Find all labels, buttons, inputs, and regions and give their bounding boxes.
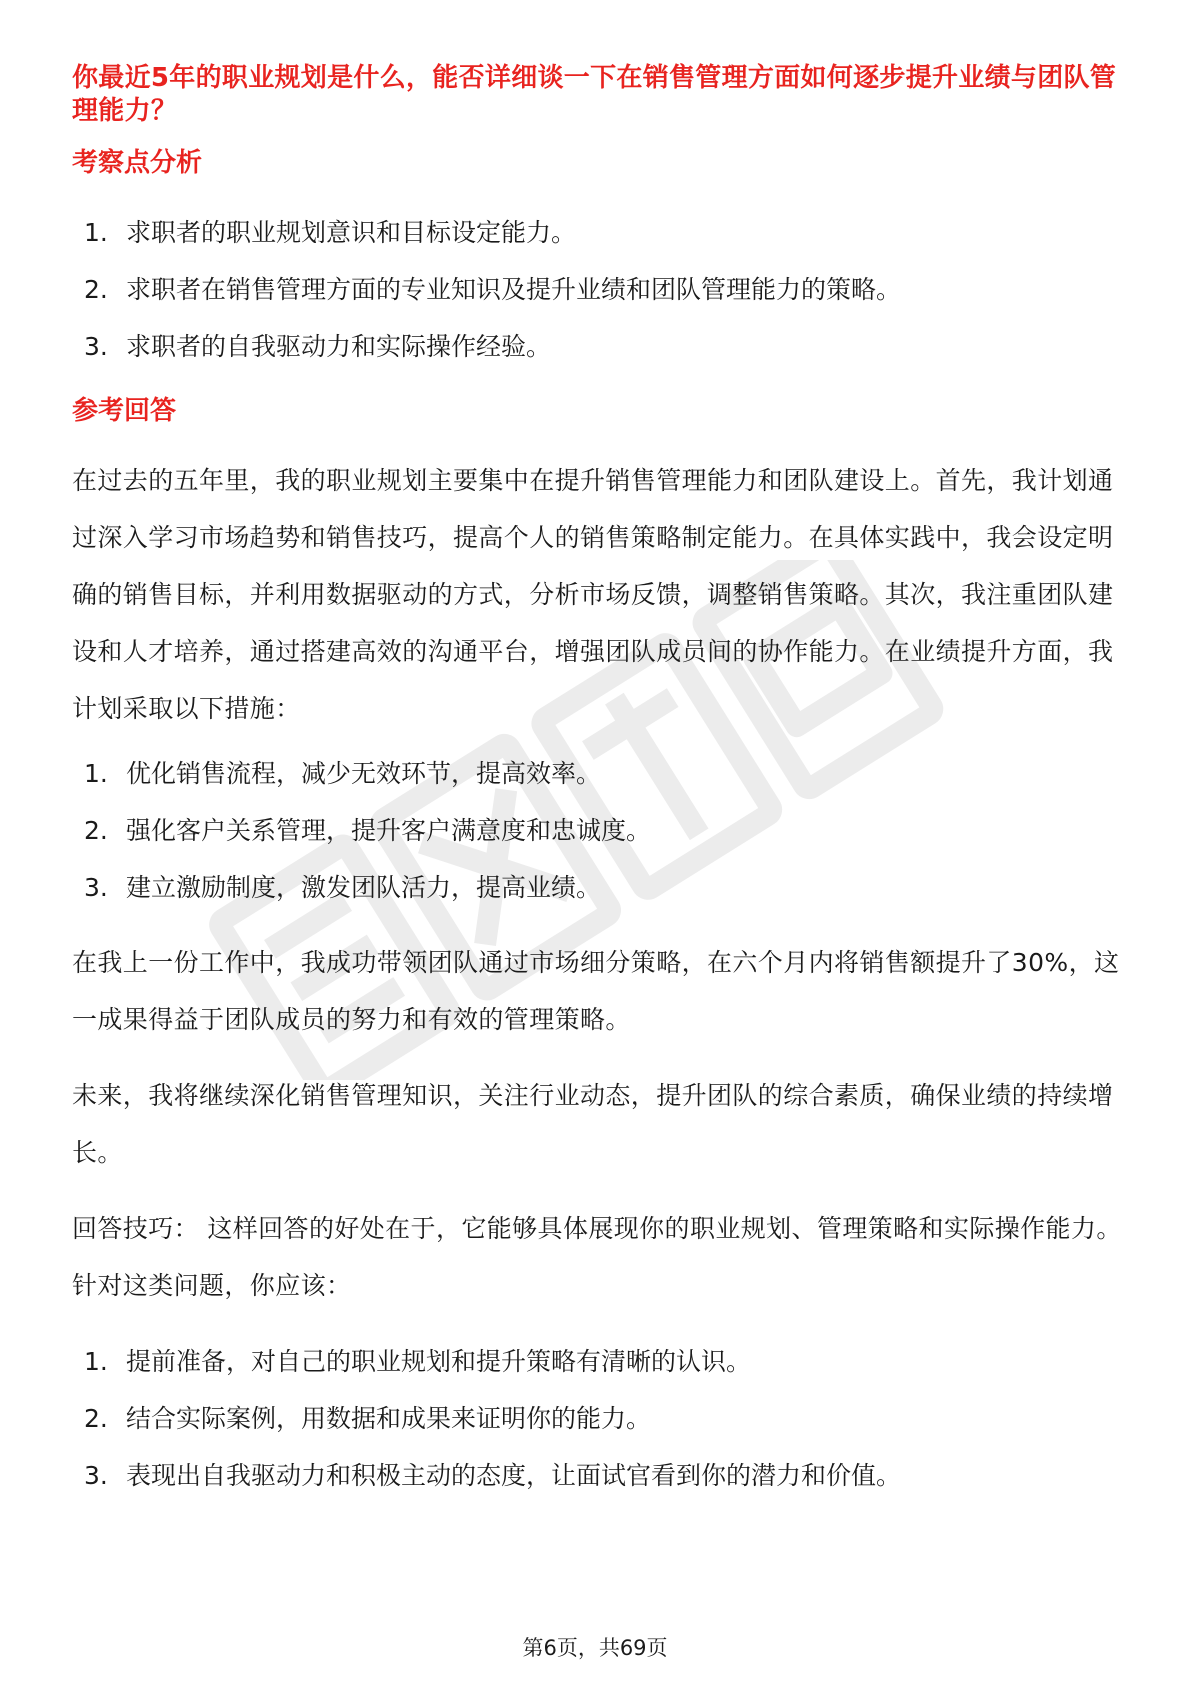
- list-item-text: 结合实际案例，用数据和成果来证明你的能力。: [126, 1404, 652, 1433]
- tips-intro-paragraph: 回答技巧： 这样回答的好处在于，它能够具体展现你的职业规划、管理策略和实际操作能力。针对这类问题，你应该：: [72, 1214, 1122, 1300]
- list-item-text: 求职者的职业规划意识和目标设定能力。: [126, 218, 577, 247]
- list-item-number: 1.: [84, 759, 108, 788]
- list-item-text: 强化客户关系管理，提升客户满意度和忠诚度。: [126, 816, 652, 845]
- list-item: [84, 216, 1114, 273]
- list-item-text: 优化销售流程，减少无效环节，提高效率。: [126, 759, 602, 788]
- future-paragraph: 未来，我将继续深化销售管理知识，关注行业动态，提升团队的综合素质，确保业绩的持续增长。: [72, 1081, 1114, 1167]
- list-item-number: 1.: [84, 1347, 108, 1376]
- list-item-number: 2.: [84, 275, 108, 304]
- achievement-paragraph: 在我上一份工作中，我成功带领团队通过市场细分策略，在六个月内将销售额提升了30%，这一成果得益于团队成员的努力和有效的管理策略。: [72, 948, 1120, 1034]
- list-item: [84, 757, 1114, 814]
- list-item-text: 求职者的自我驱动力和实际操作经验。: [126, 332, 552, 361]
- list-item-number: 2.: [84, 1404, 108, 1433]
- list-item: [84, 871, 1114, 928]
- answer-intro-paragraph: 在过去的五年里，我的职业规划主要集中在提升销售管理能力和团队建设上。首先，我计划通过深入学习市场趋势和销售技巧，提高个人的销售策略制定能力。在具体实践中，我会设定明确的销售目标，并利用数据驱动的方式，分析市场反馈，调整销售策略。其次，我注重团队建设和人才培养，通过搭建高效的沟通平台，增强团队成员间的协作能力。在业绩提升方面，我计划采取以下措施：: [72, 466, 1114, 723]
- answer-heading: 参考回答: [72, 396, 177, 426]
- list-item: [84, 1459, 1114, 1516]
- analysis-heading: 考察点分析: [72, 148, 203, 178]
- list-item-number: 1.: [84, 218, 108, 247]
- list-item: [84, 330, 1114, 387]
- list-item: [84, 1345, 1114, 1402]
- measures-list: [84, 757, 1114, 928]
- list-item-text: 提前准备，对自己的职业规划和提升策略有清晰的认识。: [126, 1347, 752, 1376]
- list-item-number: 3.: [84, 1461, 108, 1490]
- list-item-text: 求职者在销售管理方面的专业知识及提升业绩和团队管理能力的策略。: [126, 275, 902, 304]
- list-item: [84, 1402, 1114, 1459]
- list-item-number: 3.: [84, 332, 108, 361]
- analysis-list: [84, 216, 1114, 387]
- tips-list: [84, 1345, 1114, 1516]
- list-item-text: 表现出自我驱动力和积极主动的态度，让面试官看到你的潜力和价值。: [126, 1461, 902, 1490]
- question-title: 你最近5年的职业规划是什么，能否详细谈一下在销售管理方面如何逐步提升业绩与团队管理能力？: [72, 63, 1117, 126]
- list-item-number: 3.: [84, 873, 108, 902]
- list-item-number: 2.: [84, 816, 108, 845]
- list-item-text: 建立激励制度，激发团队活力，提高业绩。: [126, 873, 602, 902]
- page-number-footer: 第6页，共69页: [522, 1636, 668, 1660]
- list-item: [84, 814, 1114, 871]
- list-item: [84, 273, 1114, 330]
